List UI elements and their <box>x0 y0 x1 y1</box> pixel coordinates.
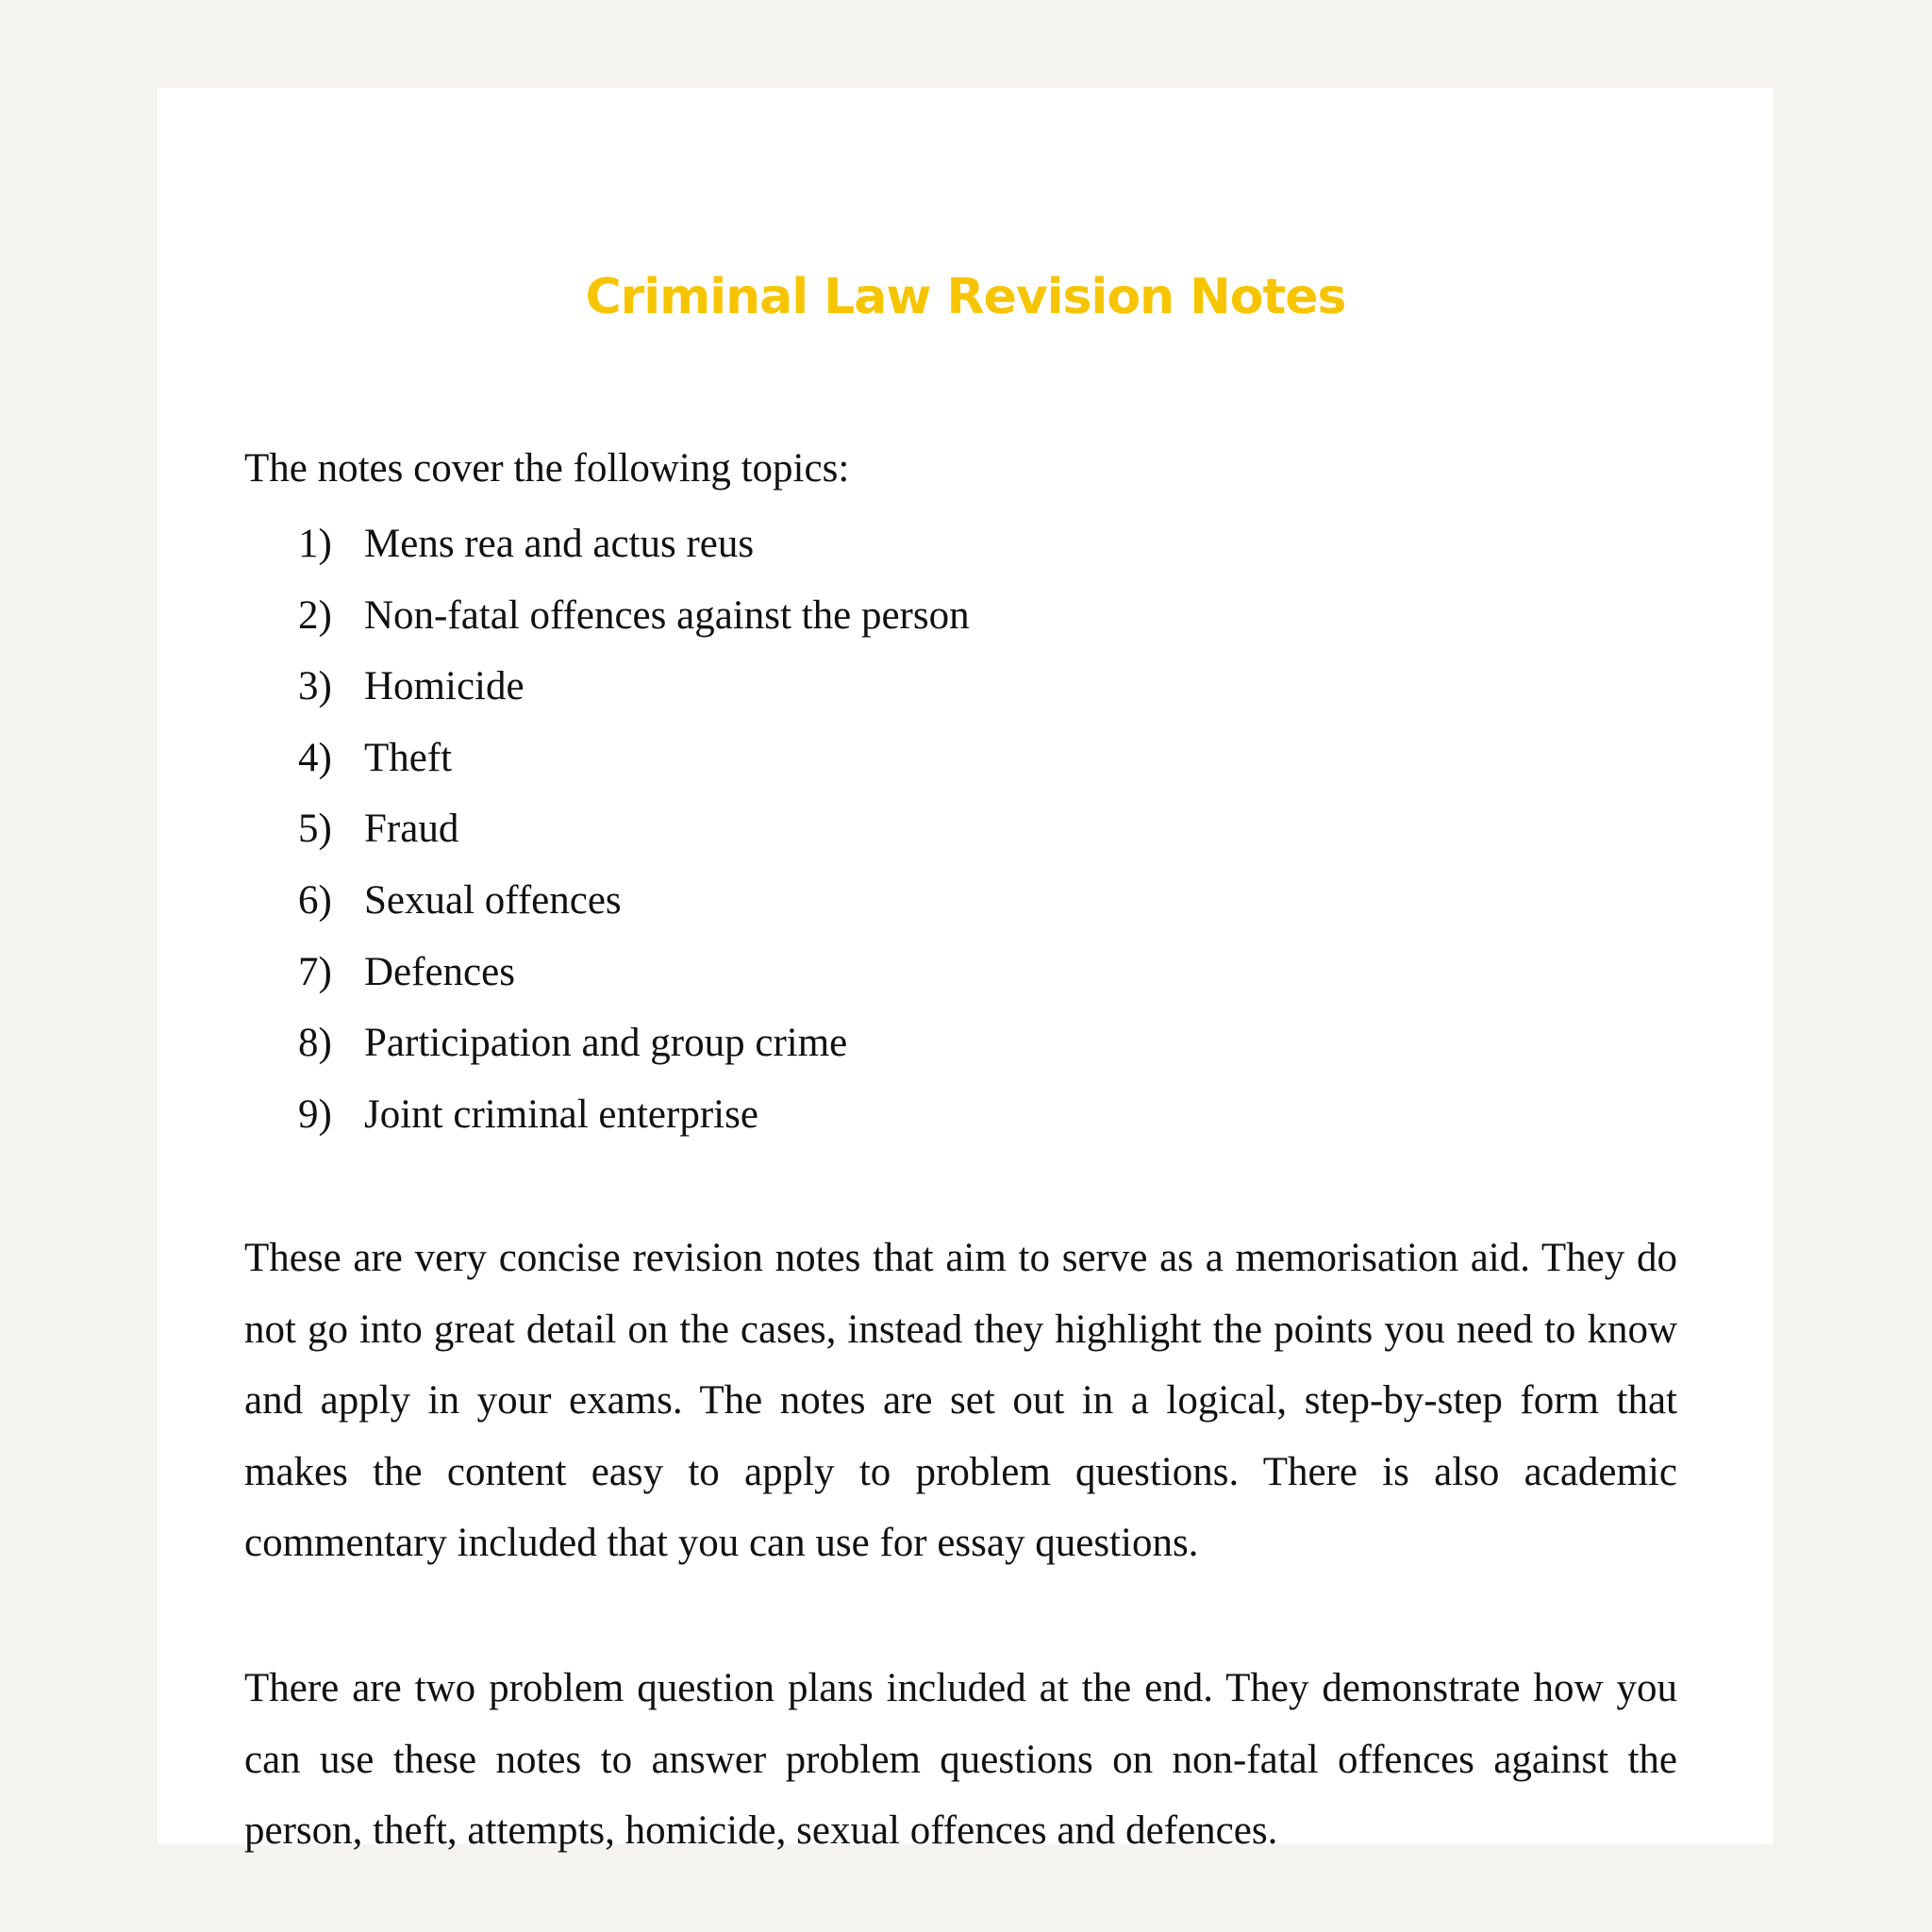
topic-number: 6) <box>298 877 332 923</box>
topic-label: Fraud <box>364 807 459 852</box>
topic-label: Joint criminal enterprise <box>364 1091 758 1137</box>
topic-item <box>244 1008 1677 1079</box>
topic-number: 4) <box>298 735 332 780</box>
document-title: Criminal Law Revision Notes <box>585 269 1346 325</box>
topic-item <box>244 580 1677 652</box>
topic-number: 2) <box>298 592 332 638</box>
topic-item <box>244 508 1677 580</box>
topic-number: 3) <box>298 664 332 709</box>
topic-label: Sexual offences <box>364 877 622 923</box>
topic-label: Theft <box>364 735 453 780</box>
topics-list <box>244 508 1677 1150</box>
topic-number: 7) <box>298 949 332 994</box>
topic-item <box>244 1079 1677 1151</box>
topic-number: 1) <box>298 522 332 566</box>
topic-label: Non-fatal offences against the person <box>364 592 970 638</box>
topic-number: 9) <box>298 1091 332 1137</box>
topic-number: 8) <box>298 1021 332 1066</box>
document-page <box>158 88 1774 1853</box>
topic-item <box>244 865 1677 937</box>
summary-paragraph: These are very concise revision notes that aim to serve as a memorisation aid. They do not go into great detail on the cases, instead they highlight the points you need to know and apply in your exams. The notes are set out in a logical, step-by-step form that makes the content easy to apply to problem questions. There is also academic commentary included that you can use for essay questions. <box>244 1236 1677 1565</box>
topic-item <box>244 937 1677 1008</box>
topic-item <box>244 793 1677 865</box>
topic-label: Homicide <box>364 664 525 709</box>
topic-label: Defences <box>364 949 515 994</box>
topic-label: Participation and group crime <box>364 1021 848 1066</box>
topic-label: Mens rea and actus reus <box>364 522 755 566</box>
topic-item <box>244 651 1677 723</box>
topics-intro: The notes cover the following topics: <box>244 446 850 491</box>
topic-number: 5) <box>298 807 332 852</box>
problem-plans-paragraph: There are two problem question plans included at the end. They demonstrate how you can use these notes to answer problem questions on non-fatal offences against the person, theft, attempts, homicide, sexual offences and defences. <box>244 1666 1677 1853</box>
topic-item <box>244 723 1677 794</box>
